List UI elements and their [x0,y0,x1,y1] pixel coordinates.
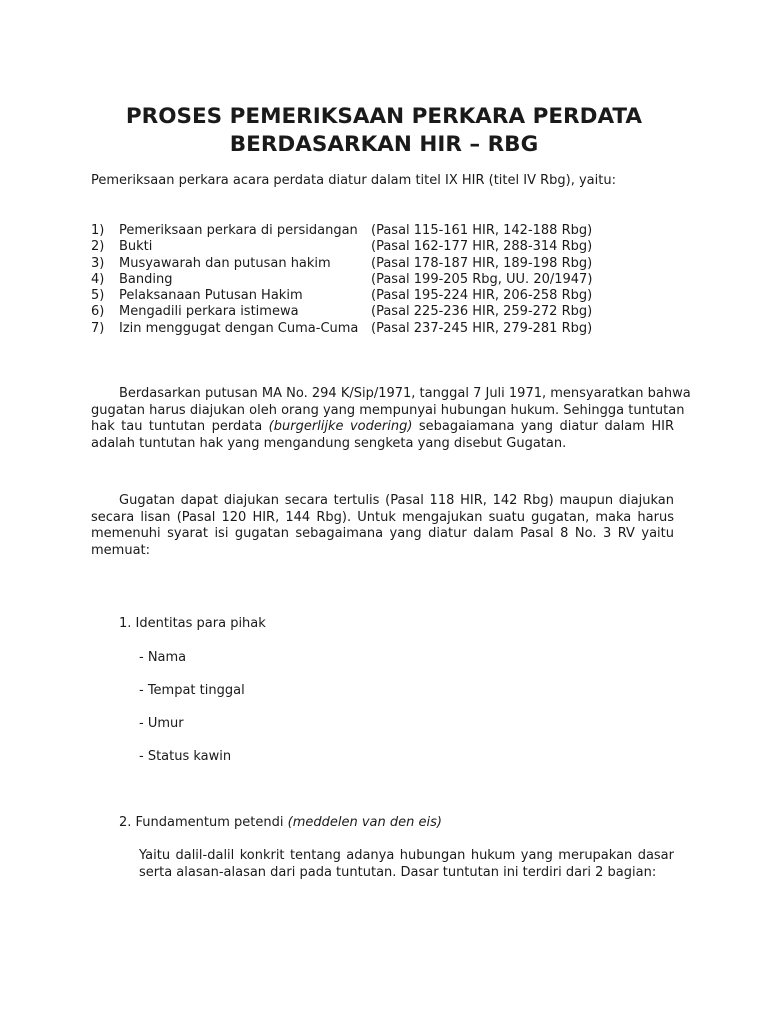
list-label: Mengadili perkara istimewa [119,304,299,320]
document-title [0,103,768,159]
paragraph-line: Berdasarkan putusan MA No. 294 K/Sip/1971, tanggal 7 Juli 1971, mensyaratkan bahwa [119,386,691,401]
list-label: Pemeriksaan perkara di persidangan [119,223,358,238]
italic-term: (meddelen van den eis) [287,815,442,830]
list-number: 5) [91,288,105,304]
title-line-2: BERDASARKAN HIR – RBG [229,132,539,157]
list-number: 2) [91,239,105,255]
paragraph-line: gugatan harus diajukan oleh orang yang mempunyai hubungan hukum. Sehingga tuntutan [91,402,685,418]
paragraph-line [91,419,674,436]
list-pasal: (Pasal 237-245 HIR, 279-281 Rbg) [371,320,593,336]
list-number: 1) [91,223,105,238]
paragraph-line: Gugatan dapat diajukan secara tertulis (Pasal 118 HIR, 142 Rbg) maupun diajukan [119,493,674,508]
paragraph-line: memenuhi syarat isi gugatan sebagaimana yang diatur dalam Pasal 8 No. 3 RV yaitu [91,526,674,541]
section-2-heading-text: 2. Fundamentum petendi [119,815,288,830]
list-number: 3) [91,255,105,271]
paragraph-text: hak tau tuntutan perdata [91,419,269,434]
list-label: Izin menggugat dengan Cuma-Cuma [119,320,359,336]
list-item [91,256,611,272]
list-pasal: (Pasal 178-187 HIR, 189-198 Rbg) [371,255,593,271]
list-item [91,223,611,239]
section-1-item: - Nama [139,650,187,665]
section-2-paragraph [139,848,674,881]
section-2-heading [119,815,442,832]
title-line-1: PROSES PEMERIKSAAN PERKARA PERDATA [125,104,643,129]
list-item [91,321,611,337]
paragraph-putusan-ma [91,386,691,452]
list-pasal: (Pasal 115-161 HIR, 142-188 Rbg) [371,223,593,238]
list-number: 7) [91,320,105,336]
list-item [91,272,611,288]
list-item [91,239,611,255]
paragraph-line: memuat: [91,542,151,558]
list-label: Bukti [119,239,153,255]
section-1-item: - Umur [139,716,184,731]
list-number: 4) [91,271,105,287]
section-1-item: - Status kawin [139,749,232,764]
list-number: 6) [91,304,105,320]
paragraph-line: serta alasan-alasan dari pada tuntutan. Dasar tuntutan ini terdiri dari 2 bagian: [139,864,657,880]
intro-text: Pemeriksaan perkara acara perdata diatur dalam titel IX HIR (titel IV Rbg), yaitu: [91,173,616,188]
paragraph-text: sebagaiamana yang diatur dalam HIR [412,419,674,434]
section-1-item: - Tempat tinggal [139,683,245,698]
list-label: Banding [119,271,173,287]
list-label: Musyawarah dan putusan hakim [119,255,331,271]
list-item [91,288,611,304]
paragraph-gugatan [91,493,674,559]
list-pasal: (Pasal 225-236 HIR, 259-272 Rbg) [371,304,593,320]
italic-term: (burgerlijke vodering) [268,419,413,434]
paragraph-line: adalah tuntutan hak yang mengandung sengketa yang disebut Gugatan. [91,435,567,451]
list-item [91,304,611,320]
list-pasal: (Pasal 199-205 Rbg, UU. 20/1947) [371,271,593,287]
list-pasal: (Pasal 195-224 HIR, 206-258 Rbg) [371,288,593,304]
list-label: Pelaksanaan Putusan Hakim [119,288,303,304]
chapter-list [91,223,611,337]
paragraph-line: secara lisan (Pasal 120 HIR, 144 Rbg). Untuk mengajukan suatu gugatan, maka harus [91,509,674,525]
list-pasal: (Pasal 162-177 HIR, 288-314 Rbg) [371,239,593,255]
paragraph-line: Yaitu dalil-dalil konkrit tentang adanya hubungan hukum yang merupakan dasar [139,848,674,863]
section-1-heading: 1. Identitas para pihak [119,616,266,631]
